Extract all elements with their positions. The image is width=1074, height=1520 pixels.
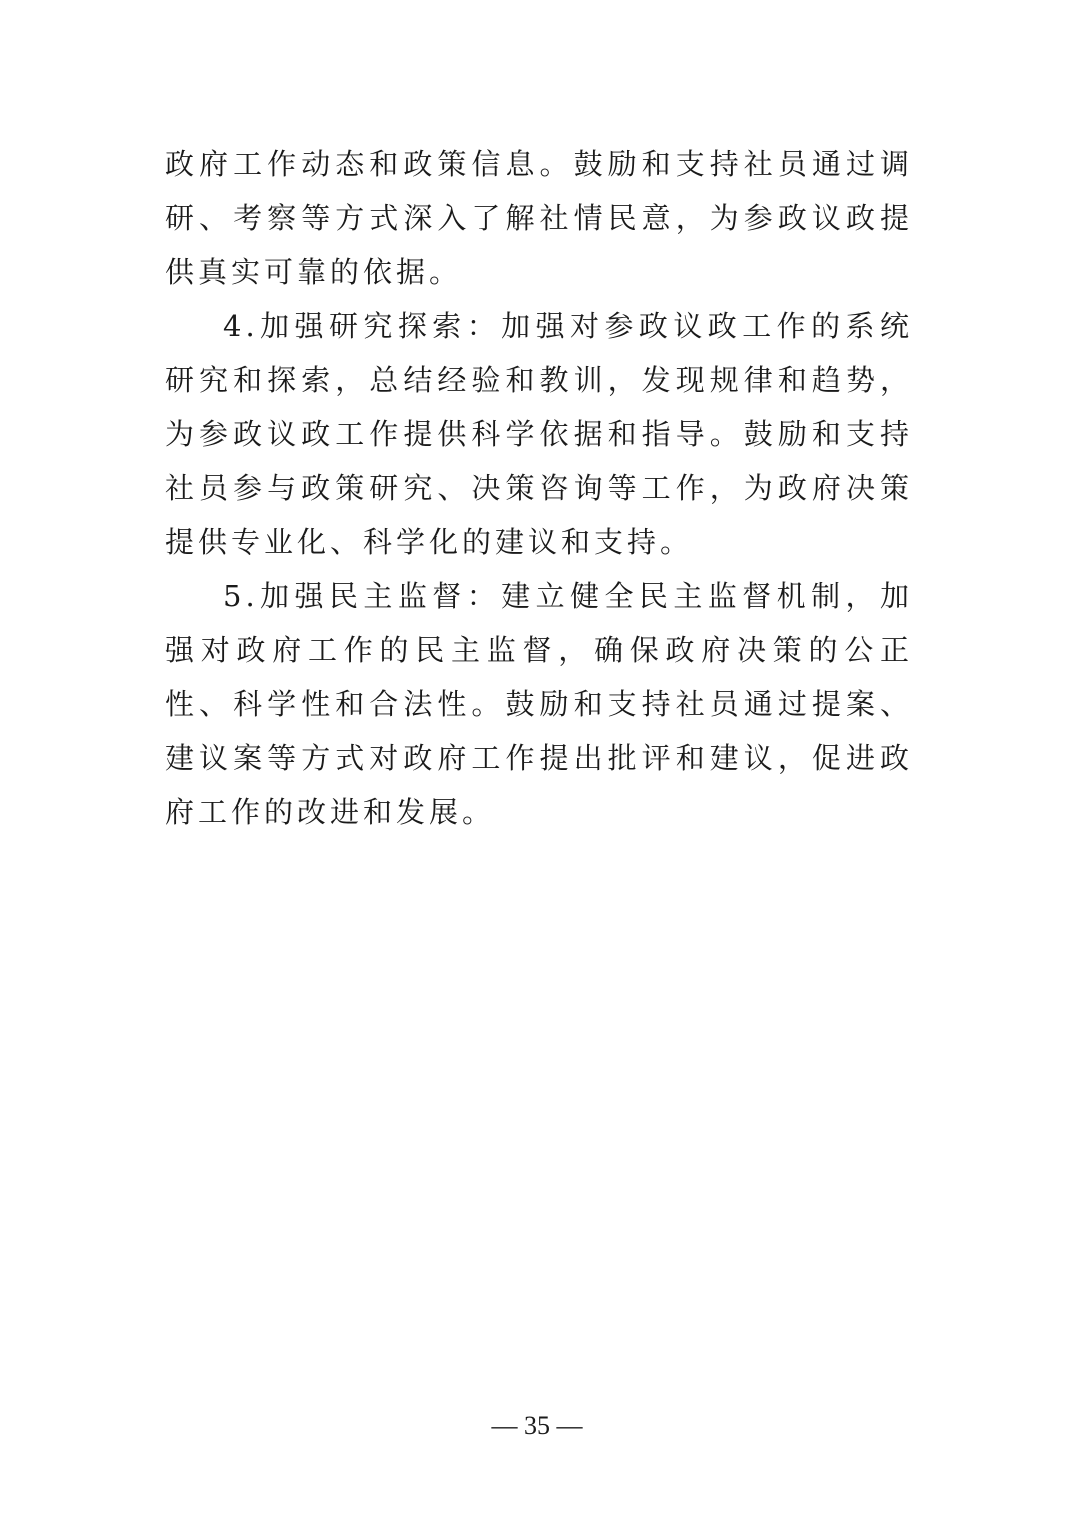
paragraph-item-5: 5.加强民主监督：建立健全民主监督机制，加强对政府工作的民主监督，确保政府决策的公正性、科学性和合法性。鼓励和支持社员通过提案、建议案等方式对政府工作提出批评和建议，促进政府工作的改进和发展。 bbox=[165, 579, 913, 829]
body-text bbox=[165, 137, 913, 839]
paragraph-continued: 政府工作动态和政策信息。鼓励和支持社员通过调研、考察等方式深入了解社情民意，为参政议政提供真实可靠的依据。 bbox=[165, 147, 913, 289]
paragraph-item-4: 4.加强研究探索：加强对参政议政工作的系统研究和探索，总结经验和教训，发现规律和趋势，为参政议政工作提供科学依据和指导。鼓励和支持社员参与政策研究、决策咨询等工作，为政府决策提供专业化、科学化的建议和支持。 bbox=[165, 309, 913, 559]
page-number: — 35 — bbox=[491, 1411, 583, 1440]
